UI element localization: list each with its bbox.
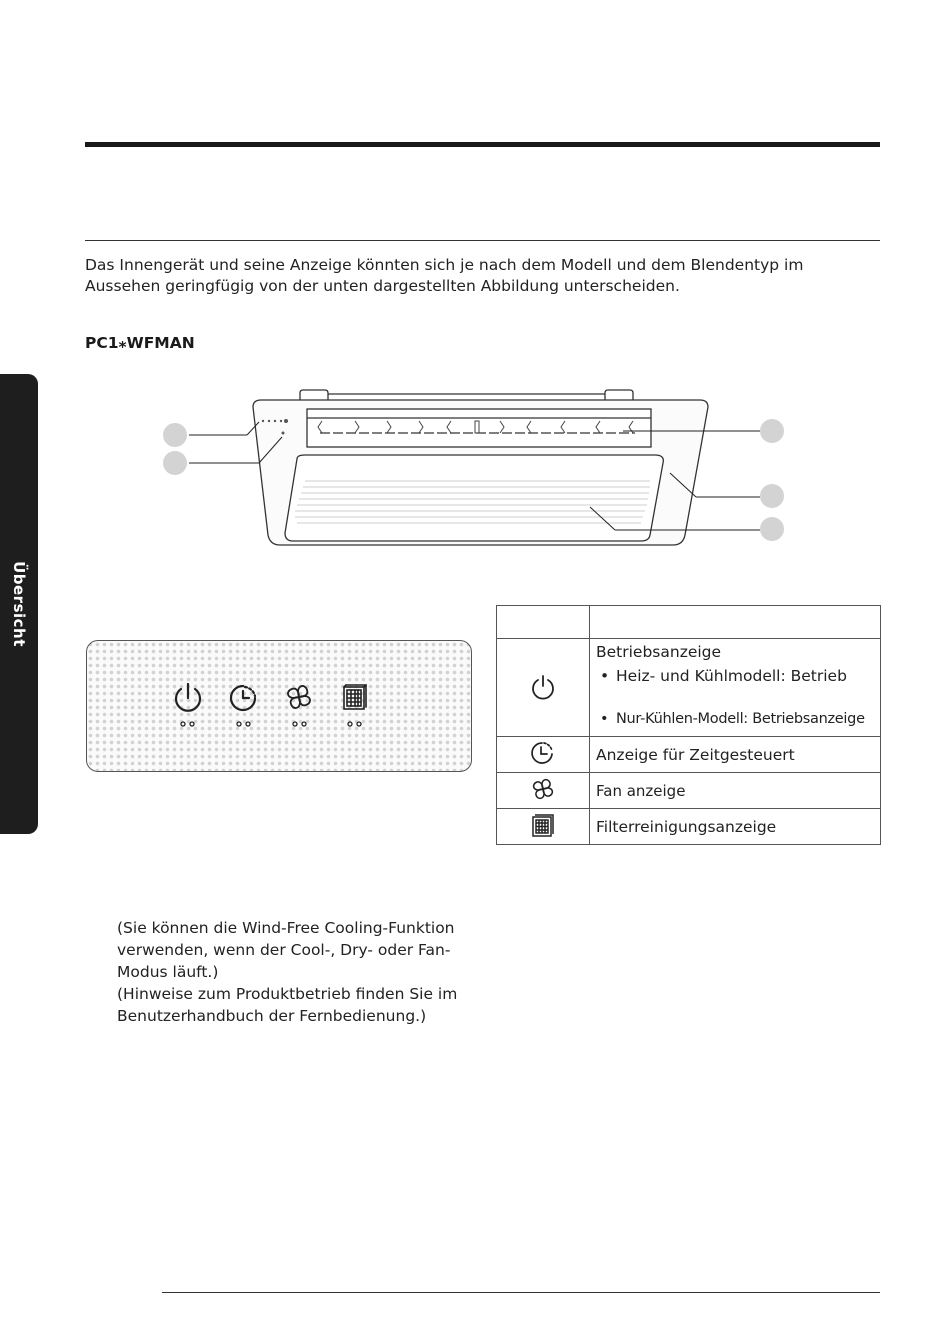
callout-1 <box>163 423 187 447</box>
side-section-tab[interactable] <box>0 374 38 834</box>
table-row <box>497 737 881 773</box>
row-title: Anzeige für Zeitgesteuert <box>590 737 881 773</box>
fan-icon <box>528 774 558 804</box>
panel-filter-icon <box>344 685 366 709</box>
list-item: • Heiz- und Kühlmodell: Betrieb <box>596 667 874 685</box>
callout-3 <box>760 419 784 443</box>
filter-icon <box>528 810 558 840</box>
title-rule <box>85 142 880 147</box>
table-row <box>497 809 881 845</box>
panel-power-icon <box>176 684 200 711</box>
row-title: Filterreinigungsanzeige <box>590 809 881 845</box>
table-row <box>497 773 881 809</box>
notes-block <box>117 917 477 1027</box>
row-title: Betriebsanzeige <box>596 643 722 661</box>
indicator-legend-table <box>496 605 881 845</box>
bullet-list <box>596 667 874 727</box>
callout-2 <box>163 451 187 475</box>
side-tab-label: Übersicht <box>10 561 28 647</box>
timer-icon <box>528 738 558 768</box>
power-icon <box>528 671 558 701</box>
table-header-row <box>497 606 881 639</box>
note-wind-free: (Sie können die Wind-Free Cooling-Funktion verwenden, wenn der Cool-, Dry- oder Fan-Modus läuft.) <box>117 919 455 981</box>
display-panel-illustration <box>86 640 472 772</box>
header-description-column <box>590 606 881 639</box>
callout-5 <box>760 517 784 541</box>
footer-rule <box>162 1292 880 1293</box>
header-icon-column <box>497 606 590 639</box>
panel-timer-icon <box>231 686 255 710</box>
note-manual: (Hinweise zum Produktbetrieb finden Sie im Benutzerhandbuch der Fernbedienung.) <box>117 985 458 1025</box>
row-title: Fan anzeige <box>590 773 881 809</box>
panel-fan-icon <box>288 686 310 708</box>
table-row <box>497 639 881 737</box>
section-rule <box>85 240 880 241</box>
intro-text: Das Innengerät und seine Anzeige könnten sich je nach dem Modell und dem Blendentyp im Aussehen geringfügig von der unten dargestellten Abbildung unterscheiden. <box>85 256 804 295</box>
callout-4 <box>760 484 784 508</box>
indoor-unit-illustration <box>155 385 805 555</box>
model-name: PC1⁎WFMAN <box>85 334 195 352</box>
list-item: • Nur-Kühlen-Modell: Betriebsanzeige <box>596 711 874 727</box>
